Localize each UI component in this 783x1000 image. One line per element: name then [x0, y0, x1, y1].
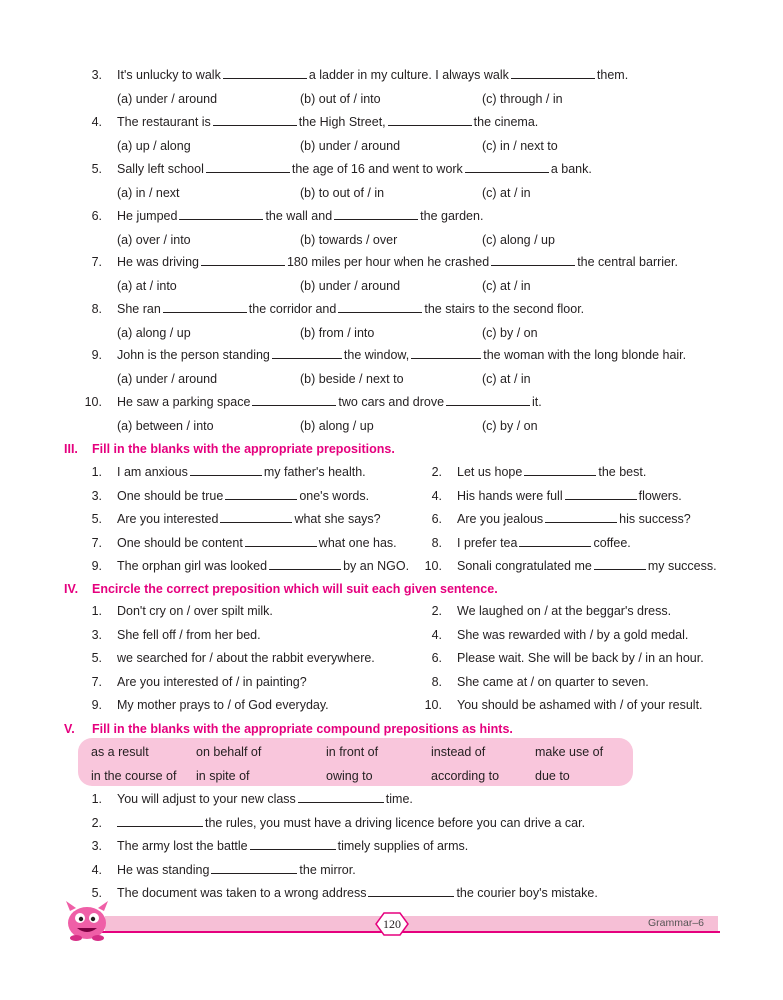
sentence-part: The army lost the battle	[117, 839, 248, 853]
encircle-sentence[interactable]: Please wait. She will be back by / in an hour.	[457, 651, 704, 665]
answer-option[interactable]: (b) under / around	[300, 139, 401, 153]
sentence-part: One should be true	[117, 488, 224, 503]
answer-blank[interactable]	[223, 77, 307, 79]
answer-option[interactable]: (c) at / in	[482, 186, 531, 200]
item-number: 5.	[91, 886, 102, 900]
question-text	[117, 394, 542, 410]
question-part: a bank.	[550, 162, 592, 176]
hint-word: in the course of	[91, 769, 177, 783]
answer-blank[interactable]	[411, 357, 481, 359]
encircle-sentence[interactable]: Don't cry on / over spilt milk.	[117, 604, 273, 618]
question-number: 10.	[84, 395, 102, 409]
compound-sentence	[117, 885, 598, 901]
answer-blank[interactable]	[225, 498, 297, 500]
answer-blank[interactable]	[201, 264, 285, 266]
item-number: 1.	[91, 465, 102, 479]
answer-blank[interactable]	[179, 218, 263, 220]
answer-blank[interactable]	[298, 801, 384, 803]
answer-option[interactable]: (c) through / in	[482, 92, 563, 106]
question-text	[117, 161, 592, 177]
answer-blank[interactable]	[565, 498, 637, 500]
question-text	[117, 347, 686, 363]
section-v-title: Fill in the blanks with the appropriate compound prepositions as hints.	[92, 722, 513, 736]
section-iv-title: Encircle the correct preposition which will suit each given sentence.	[92, 582, 498, 596]
item-number: 7.	[91, 674, 102, 689]
item-number: 10.	[424, 559, 442, 573]
answer-option[interactable]: (b) to out of / in	[300, 186, 385, 200]
sentence-part: the best.	[598, 465, 647, 479]
answer-blank[interactable]	[465, 171, 549, 173]
item-number: 3.	[91, 488, 102, 503]
answer-blank[interactable]	[511, 77, 595, 79]
question-part: two cars and drove	[338, 395, 445, 409]
compound-sentence	[117, 815, 585, 831]
fill-sentence	[117, 558, 409, 574]
hint-word: according to	[431, 769, 500, 783]
answer-blank[interactable]	[334, 218, 418, 220]
fill-sentence	[457, 488, 682, 504]
sentence-part: The orphan girl was looked	[117, 559, 268, 573]
question-number: 9.	[91, 348, 102, 362]
sentence-part: One should be content	[117, 535, 243, 550]
question-number: 4.	[91, 115, 102, 129]
item-number: 4.	[431, 627, 442, 642]
answer-option[interactable]: (b) along / up	[300, 419, 374, 433]
answer-option[interactable]: (c) by / on	[482, 326, 538, 340]
sentence-part: Let us hope	[457, 465, 523, 479]
item-number: 2.	[91, 815, 102, 830]
answer-blank[interactable]	[220, 521, 292, 523]
item-number: 9.	[91, 559, 102, 573]
question-part: the woman with the long blonde hair.	[483, 348, 687, 362]
question-part: He was driving	[117, 255, 199, 269]
question-text	[117, 301, 584, 317]
sentence-part: what one has.	[318, 535, 397, 550]
question-part: 180 miles per hour when he crashed	[286, 255, 490, 269]
sentence-part: Sonali congratulated me	[457, 559, 592, 573]
fill-sentence	[457, 464, 646, 480]
answer-option[interactable]: (b) beside / next to	[300, 372, 404, 386]
answer-blank[interactable]	[545, 521, 617, 523]
answer-blank[interactable]	[211, 872, 297, 874]
answer-blank[interactable]	[163, 311, 247, 313]
encircle-sentence[interactable]: We laughed on / at the beggar's dress.	[457, 604, 672, 618]
compound-sentence	[117, 791, 413, 807]
answer-blank[interactable]	[117, 825, 203, 827]
encircle-sentence[interactable]: My mother prays to / of God everyday.	[117, 698, 329, 712]
hint-word: on behalf of	[196, 745, 262, 759]
answer-option[interactable]: (c) in / next to	[482, 139, 558, 153]
section-v-label: V.	[64, 722, 75, 736]
answer-option[interactable]: (a) in / next	[117, 186, 180, 200]
sentence-part: time.	[385, 792, 413, 806]
item-number: 4.	[91, 862, 102, 877]
section-iv-label: IV.	[64, 582, 79, 596]
item-number: 7.	[91, 535, 102, 550]
question-part: the central barrier.	[577, 255, 678, 269]
item-number: 6.	[431, 512, 442, 526]
fill-sentence	[117, 511, 381, 527]
item-number: 10.	[424, 698, 442, 712]
hint-word: as a result	[91, 745, 149, 759]
question-number: 3.	[91, 68, 102, 82]
answer-option[interactable]: (a) at / into	[117, 279, 177, 293]
answer-option[interactable]: (a) over / into	[117, 233, 191, 247]
sentence-part: the courier boy's mistake.	[456, 886, 598, 900]
sentence-part: flowers.	[638, 488, 682, 503]
item-number: 2.	[431, 465, 442, 479]
sentence-part: His hands were full	[457, 488, 563, 503]
answer-option[interactable]: (c) at / in	[482, 279, 531, 293]
answer-blank[interactable]	[368, 895, 454, 897]
answer-blank[interactable]	[272, 357, 342, 359]
sentence-part: Are you jealous	[457, 512, 544, 526]
item-number: 2.	[431, 604, 442, 618]
answer-blank[interactable]	[206, 171, 290, 173]
question-text	[117, 67, 628, 83]
fill-sentence	[117, 535, 397, 551]
question-part: He saw a parking space	[117, 395, 251, 409]
question-part: the wall and	[265, 209, 333, 223]
item-number: 8.	[431, 674, 442, 689]
sentence-part: my success.	[647, 559, 717, 573]
answer-option[interactable]: (a) up / along	[117, 139, 191, 153]
encircle-sentence[interactable]: You should be ashamed with / of your result.	[457, 698, 703, 712]
compound-sentence	[117, 838, 468, 854]
answer-blank[interactable]	[388, 124, 472, 126]
encircle-sentence[interactable]: She came at / on quarter to seven.	[457, 674, 649, 689]
question-part: She ran	[117, 302, 161, 316]
question-part: It's unlucky to walk	[117, 68, 221, 82]
question-part: the corridor and	[248, 302, 337, 316]
question-part: the age of 16 and went to work	[291, 162, 463, 176]
item-number: 4.	[431, 488, 442, 503]
sentence-part: by an NGO.	[343, 559, 410, 573]
question-part: The restaurant is	[117, 115, 211, 129]
sentence-part: The document was taken to a wrong address	[117, 886, 367, 900]
fill-sentence	[117, 464, 366, 480]
question-text	[117, 114, 538, 130]
sentence-part: I am anxious	[117, 465, 188, 479]
fill-sentence	[457, 535, 631, 551]
item-number: 3.	[91, 839, 102, 853]
question-part: a ladder in my culture. I always walk	[308, 68, 509, 82]
answer-option[interactable]: (c) along / up	[482, 233, 555, 247]
answer-option[interactable]: (a) under / around	[117, 372, 218, 386]
question-number: 6.	[91, 209, 102, 223]
answer-blank[interactable]	[252, 404, 336, 406]
question-part: Sally left school	[117, 162, 204, 176]
item-number: 8.	[431, 535, 442, 550]
hint-word: in spite of	[196, 769, 250, 783]
item-number: 3.	[91, 627, 102, 642]
encircle-sentence[interactable]: we searched for / about the rabbit everywhere.	[117, 651, 375, 665]
question-text	[117, 208, 483, 224]
question-number: 8.	[91, 302, 102, 316]
item-number: 5.	[91, 651, 102, 665]
sentence-part: coffee.	[593, 535, 631, 550]
encircle-sentence[interactable]: She was rewarded with / by a gold medal.	[457, 627, 689, 642]
answer-option[interactable]: (c) at / in	[482, 372, 531, 386]
sentence-part: his success?	[619, 512, 691, 526]
item-number: 1.	[91, 604, 102, 618]
page-number: 120	[383, 917, 401, 931]
question-part: the stairs to the second floor.	[424, 302, 585, 316]
answer-option[interactable]: (b) from / into	[300, 326, 375, 340]
item-number: 1.	[91, 792, 102, 806]
answer-blank[interactable]	[446, 404, 530, 406]
answer-blank[interactable]	[245, 545, 317, 547]
fill-sentence	[457, 511, 691, 527]
monster-mascot-icon	[62, 897, 112, 943]
sentence-part: one's words.	[299, 488, 370, 503]
sentence-part: Are you interested	[117, 512, 219, 526]
answer-blank[interactable]	[519, 545, 591, 547]
item-number: 5.	[91, 512, 102, 526]
sentence-part: the rules, you must have a driving licence before you can drive a car.	[205, 815, 586, 830]
answer-option[interactable]: (a) under / around	[117, 92, 218, 106]
question-part: John is the person standing	[117, 348, 270, 362]
question-part: He jumped	[117, 209, 178, 223]
answer-option[interactable]: (b) under / around	[300, 279, 401, 293]
hint-word: due to	[535, 769, 570, 783]
answer-blank[interactable]	[524, 474, 596, 476]
answer-blank[interactable]	[190, 474, 262, 476]
item-number: 6.	[431, 651, 442, 665]
item-number: 9.	[91, 698, 102, 712]
section-iii-label: III.	[64, 442, 78, 456]
page-number-badge	[372, 910, 412, 938]
answer-blank[interactable]	[213, 124, 297, 126]
sentence-part: my father's health.	[263, 465, 366, 479]
fill-sentence	[117, 488, 369, 504]
sentence-part: You will adjust to your new class	[117, 792, 296, 806]
question-part: them.	[596, 68, 629, 82]
question-part: the garden.	[420, 209, 484, 223]
sentence-part: what she says?	[294, 512, 381, 526]
question-part: the cinema.	[473, 115, 539, 129]
hint-word: instead of	[431, 745, 486, 759]
question-number: 7.	[91, 255, 102, 269]
answer-option[interactable]: (b) out of / into	[300, 92, 381, 106]
hint-word: make use of	[535, 745, 604, 759]
sentence-part: timely supplies of arms.	[337, 839, 469, 853]
answer-blank[interactable]	[269, 568, 341, 570]
question-part: the window,	[343, 348, 410, 362]
compound-sentence	[117, 862, 356, 878]
answer-blank[interactable]	[338, 311, 422, 313]
answer-option[interactable]: (a) along / up	[117, 326, 191, 340]
hint-word: in front of	[326, 745, 379, 759]
answer-option[interactable]: (a) between / into	[117, 419, 214, 433]
question-part: the High Street,	[298, 115, 386, 129]
answer-blank[interactable]	[594, 568, 646, 570]
question-text	[117, 254, 678, 270]
answer-blank[interactable]	[250, 848, 336, 850]
answer-blank[interactable]	[491, 264, 575, 266]
answer-option[interactable]: (b) towards / over	[300, 233, 398, 247]
hint-word: owing to	[326, 769, 373, 783]
encircle-sentence[interactable]: She fell off / from her bed.	[117, 627, 261, 642]
sentence-part: I prefer tea	[457, 535, 518, 550]
fill-sentence	[457, 558, 717, 574]
book-title: Grammar–6	[648, 917, 705, 929]
answer-option[interactable]: (c) by / on	[482, 419, 538, 433]
section-iii-title: Fill in the blanks with the appropriate prepositions.	[92, 442, 395, 456]
question-number: 5.	[91, 162, 102, 176]
sentence-part: He was standing	[117, 862, 210, 877]
sentence-part: the mirror.	[299, 862, 356, 877]
question-part: it.	[532, 395, 542, 409]
encircle-sentence[interactable]: Are you interested of / in painting?	[117, 674, 307, 689]
